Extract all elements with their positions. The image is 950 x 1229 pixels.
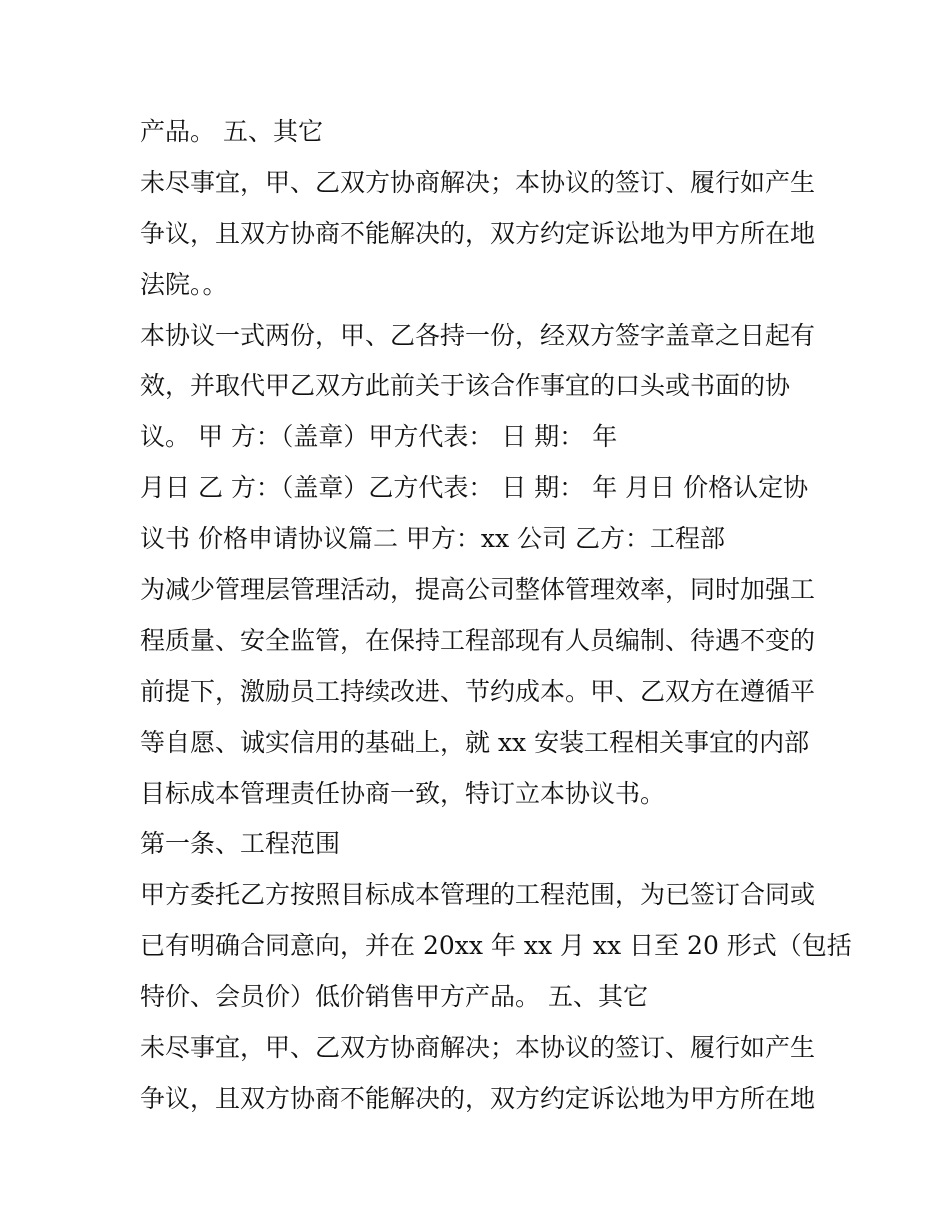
section-heading: 第一条、工程范围 xyxy=(140,829,341,859)
text-line: 未尽事宜，甲、乙双方协商解决；本协议的签订、履行如产生 xyxy=(140,1033,816,1063)
text-line: 等自愿、诚实信用的基础上，就 xx 安装工程相关事宜的内部 xyxy=(140,727,810,757)
text-line: 目标成本管理责任协商一致，特订立本协议书。 xyxy=(140,778,666,808)
text-line: 议书 价格申请协议篇二 甲方：xx 公司 乙方：工程部 xyxy=(140,524,725,554)
text-line: 前提下，激励员工持续改进、节约成本。甲、乙双方在遵循平 xyxy=(140,676,816,706)
text-line: 为减少管理层管理活动，提高公司整体管理效率，同时加强工 xyxy=(140,575,816,605)
text-line: 本协议一式两份，甲、乙各持一份，经双方签字盖章之日起有 xyxy=(140,320,816,350)
document-body xyxy=(140,107,852,1125)
text-line: 法院。。 xyxy=(140,269,228,299)
text-line: 月日 乙 方：（盖章）乙方代表： 日 期： 年 月日 价格认定协 xyxy=(140,473,809,503)
text-line: 议。 甲 方：（盖章）甲方代表： 日 期： 年 xyxy=(140,422,618,452)
text-line: 未尽事宜，甲、乙双方协商解决；本协议的签订、履行如产生 xyxy=(140,167,816,197)
text-line: 产品。 五、其它 xyxy=(140,117,323,146)
text-line: 程质量、安全监管，在保持工程部现有人员编制、待遇不变的 xyxy=(140,625,816,655)
text-line: 争议，且双方协商不能解决的，双方约定诉讼地为甲方所在地 xyxy=(140,1083,816,1113)
text-line: 争议，且双方协商不能解决的，双方约定诉讼地为甲方所在地 xyxy=(140,218,816,248)
text-line: 效，并取代甲乙双方此前关于该合作事宜的口头或书面的协 xyxy=(140,371,791,401)
text-line: 特价、会员价）低价销售甲方产品。 五、其它 xyxy=(140,982,648,1012)
text-line: 甲方委托乙方按照目标成本管理的工程范围，为已签订合同或 xyxy=(140,880,816,910)
text-line: 已有明确合同意向，并在 20xx 年 xx 月 xx 日至 20 形式（包括 xyxy=(140,931,852,961)
